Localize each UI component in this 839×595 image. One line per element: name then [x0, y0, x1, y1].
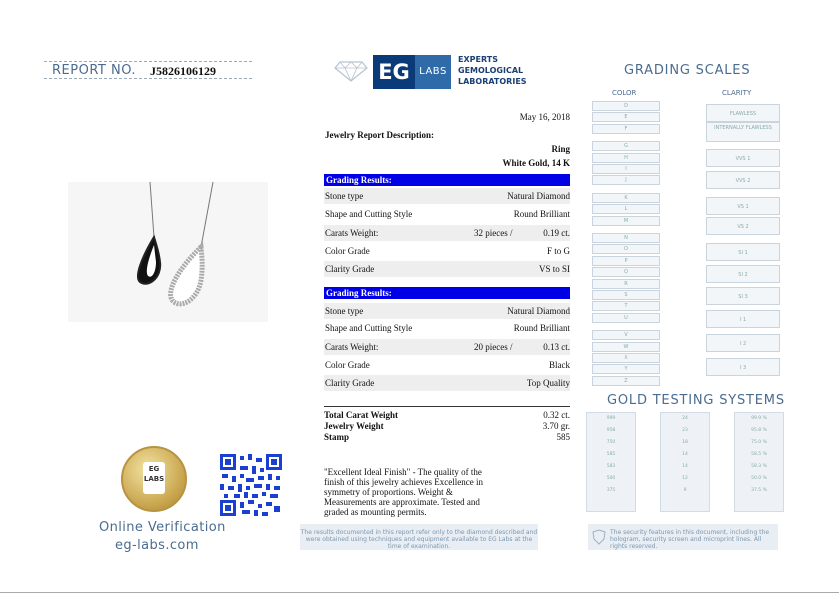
- footer-disclaimer: The results documented in this report refer only to the diamond described and were obtained using techniques and equipment available to EG Labs at the time of examination.: [300, 524, 538, 550]
- clarity-grade-box: SI 2: [706, 265, 780, 283]
- gold-testing-title: GOLD TESTING SYSTEMS: [607, 393, 785, 408]
- description-label: Jewelry Report Description:: [325, 130, 434, 140]
- clarity-grade-box: SI 3: [706, 287, 780, 305]
- gold-value-cell: 99.9 %: [751, 416, 767, 421]
- finish-comment: "Excellent Ideal Finish" - The quality of the finish of this jewelry achieves Excellence in symmetry of proportions. Weight & Measurements are approximate. Tested and graded as mounting permits.: [324, 467, 483, 517]
- color-grade-box: Y: [592, 364, 660, 374]
- color-grade-box: P: [592, 256, 660, 266]
- color-grade-box: K: [592, 193, 660, 203]
- color-grade-box: H: [592, 153, 660, 163]
- color-grade-box: Z: [592, 376, 660, 386]
- total-row: Stamp 585: [324, 432, 570, 442]
- diamond-icon: [334, 60, 368, 82]
- clarity-grade-box: I 2: [706, 334, 780, 352]
- gold-percent-column: [734, 412, 784, 512]
- clarity-grade-box: VS 1: [706, 197, 780, 215]
- total-row: Total Carat Weight 0.32 ct.: [324, 410, 570, 420]
- grading1-row: Carats Weight: 32 pieces / 0.19 ct.: [324, 225, 570, 241]
- logo-labs: LABS: [415, 55, 451, 89]
- color-grade-box: V: [592, 330, 660, 340]
- gold-value-cell: 37.5 %: [751, 488, 767, 493]
- gold-value-cell: 9: [683, 488, 687, 493]
- grading2-row: Stone type Natural Diamond: [324, 303, 570, 319]
- gold-value-cell: 18: [682, 440, 688, 445]
- logo-laboratories: LABORATORIES: [458, 77, 527, 86]
- grading1-row: Color Grade F to G: [325, 246, 570, 256]
- color-grade-box: E: [592, 112, 660, 122]
- gold-value-cell: 500: [606, 476, 616, 481]
- grading-results-header-1: Grading Results:: [324, 174, 570, 186]
- gold-value-cell: 50.0 %: [751, 476, 767, 481]
- qr-code-icon[interactable]: [220, 454, 282, 516]
- necklace-image: [68, 182, 268, 322]
- grading1-row: Stone type Natural Diamond: [324, 188, 570, 204]
- description-metal: White Gold, 14 K: [502, 158, 570, 168]
- gold-value-cell: 75.0 %: [751, 440, 767, 445]
- seal-label: EG LABS: [143, 462, 165, 494]
- color-grade-box: Q: [592, 267, 660, 277]
- shield-icon: [592, 529, 606, 545]
- color-grade-box: G: [592, 141, 660, 151]
- color-grade-box: O: [592, 244, 660, 254]
- grading2-row: Carats Weight: 20 pieces / 0.13 ct.: [324, 339, 570, 355]
- gold-fineness-column: [586, 412, 636, 512]
- clarity-grade-box: FLAWLESS: [706, 104, 780, 122]
- gold-value-cell: 958: [606, 428, 616, 433]
- report-date: May 16, 2018: [519, 112, 570, 122]
- clarity-scale-header: CLARITY: [722, 89, 752, 97]
- gold-value-cell: 14: [682, 464, 688, 469]
- clarity-grade-box: VS 2: [706, 217, 780, 235]
- report-number-label: REPORT NO.: [52, 63, 137, 78]
- totals-divider: [324, 406, 570, 407]
- grading-scales-title: GRADING SCALES: [624, 63, 751, 78]
- total-row: Jewelry Weight 3.70 gr.: [324, 421, 570, 431]
- gold-value-cell: 750: [606, 440, 616, 445]
- clarity-grade-box: SI 1: [706, 243, 780, 261]
- grading2-row: Clarity Grade Top Quality: [324, 375, 570, 391]
- gold-value-cell: 585: [606, 452, 616, 457]
- clarity-grade-box: INTERNALLY FLAWLESS: [706, 122, 780, 142]
- grading1-row: Shape and Cutting Style Round Brilliant: [325, 209, 570, 219]
- grading2-row: Shape and Cutting Style Round Brilliant: [325, 323, 570, 333]
- color-grade-box: F: [592, 124, 660, 134]
- color-grade-box: X: [592, 353, 660, 363]
- color-grade-box: D: [592, 101, 660, 111]
- gold-value-cell: 583: [606, 464, 616, 469]
- clarity-grade-box: VVS 2: [706, 171, 780, 189]
- bottom-rule: [0, 592, 839, 593]
- gold-value-cell: 14: [682, 452, 688, 457]
- color-grade-box: R: [592, 279, 660, 289]
- footer-security-note: The security features in this document, including the hologram, security screen and microprint lines. All rights reserved.: [588, 524, 778, 550]
- clarity-grade-box: VVS 1: [706, 149, 780, 167]
- grading2-row: Color Grade Black: [325, 360, 570, 370]
- description-item: Ring: [551, 144, 570, 154]
- gold-value-cell: 23: [682, 428, 688, 433]
- logo-eg: EG: [373, 55, 415, 89]
- gold-value-cell: 95.8 %: [751, 428, 767, 433]
- color-grade-box: W: [592, 342, 660, 352]
- gold-value-cell: 58.3 %: [751, 464, 767, 469]
- grading-results-header-2: Grading Results:: [324, 287, 570, 299]
- gold-value-cell: 999: [606, 416, 616, 421]
- online-verification-label: Online Verification: [99, 520, 226, 535]
- verification-url-link[interactable]: eg-labs.com: [115, 538, 199, 553]
- jewelry-photo: [68, 182, 268, 322]
- color-grade-box: I: [592, 164, 660, 174]
- color-grade-box: L: [592, 204, 660, 214]
- report-number: J5826106129: [150, 64, 216, 78]
- color-grade-box: T: [592, 301, 660, 311]
- color-grade-box: J: [592, 175, 660, 185]
- color-grade-box: M: [592, 216, 660, 226]
- gold-value-cell: 375: [606, 488, 616, 493]
- gold-value-cell: 58.5 %: [751, 452, 767, 457]
- color-grade-box: U: [592, 313, 660, 323]
- gold-value-cell: 12: [682, 476, 688, 481]
- gold-value-cell: 24: [682, 416, 688, 421]
- logo-gemological: GEMOLOGICAL: [458, 66, 524, 75]
- color-grade-box: N: [592, 233, 660, 243]
- logo-experts: EXPERTS: [458, 55, 498, 64]
- gold-karat-column: [660, 412, 710, 512]
- color-grade-box: S: [592, 290, 660, 300]
- clarity-grade-box: I 3: [706, 358, 780, 376]
- grading1-row: Clarity Grade VS to SI: [324, 261, 570, 277]
- color-scale-header: COLOR: [612, 89, 637, 97]
- clarity-grade-box: I 1: [706, 310, 780, 328]
